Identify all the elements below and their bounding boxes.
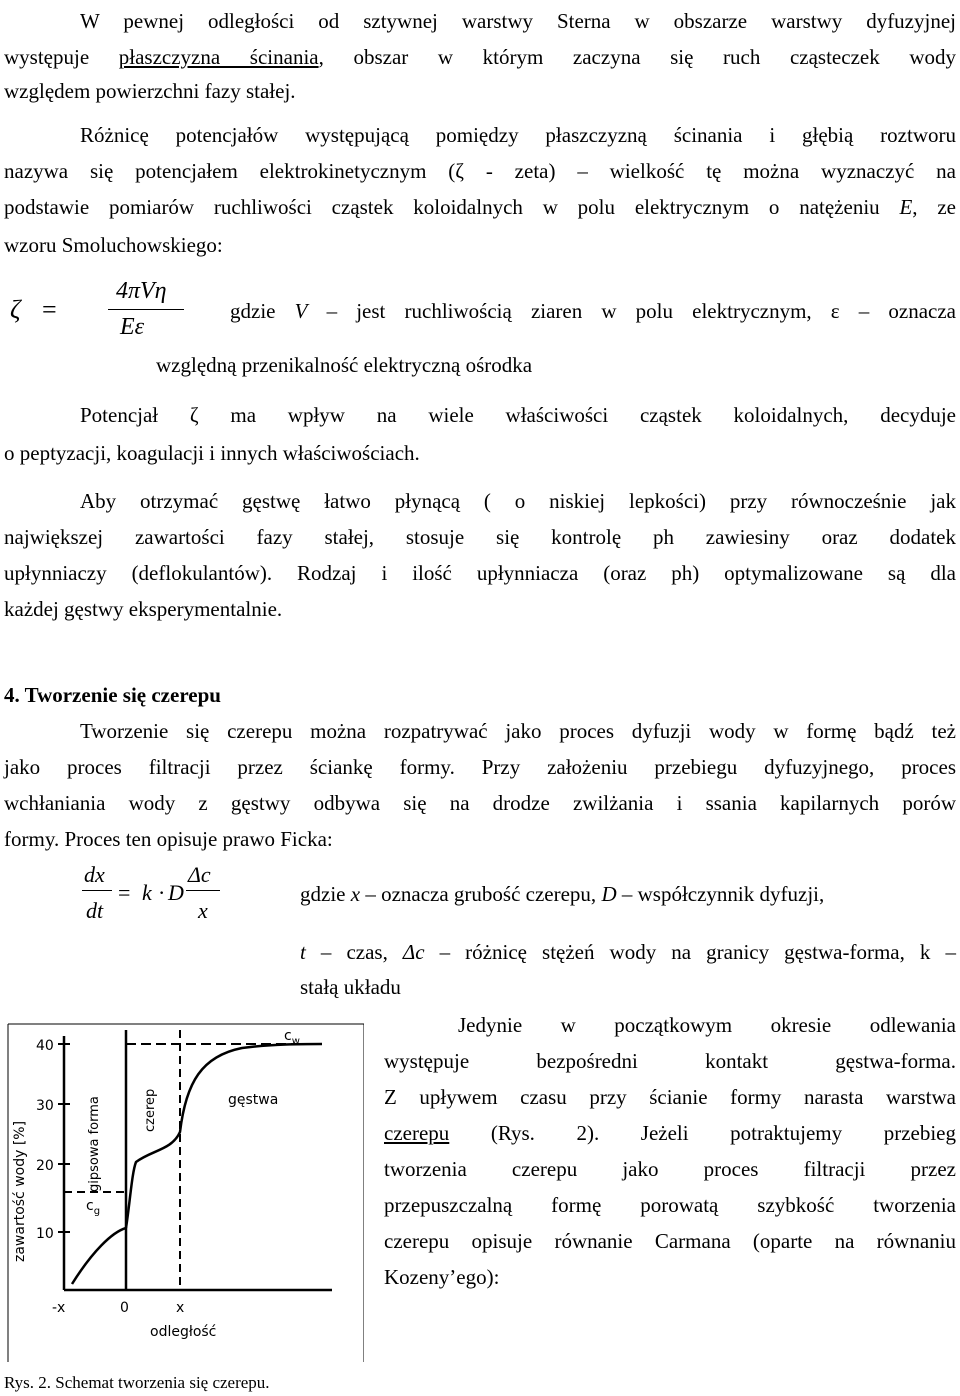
f2d1-b: – oznacza grubość czerepu, (360, 882, 602, 906)
p2-line3-c: , ze (912, 195, 956, 219)
formula2-desc-line3: stałą układu (300, 975, 401, 999)
p3-line1: Potencjał ζ ma wpływ na wiele właściwości cząstek koloidalnych, decyduje (80, 403, 956, 427)
formula2-D: D (168, 880, 184, 905)
p2-line4: wzoru Smoluchowskiego: (4, 233, 223, 257)
czerep-label: czerep (143, 1088, 158, 1132)
forma-label: gipsowa forma (87, 1096, 102, 1192)
formula2-den1: dt (86, 898, 104, 923)
ytick-label-30: 30 (36, 1098, 54, 1114)
ytick-label-10: 10 (36, 1226, 54, 1242)
p6-line3: Z upływem czasu przy ścianie formy narasta warstwa (384, 1085, 956, 1109)
cg-label: $c_g$ (86, 1198, 101, 1217)
p6-line1: Jedynie w początkowym okresie odlewania (458, 1013, 956, 1037)
formula2-num1: dx (84, 862, 105, 887)
formula1-desc-b: – jest ruchliwością ziaren w polu elektrycznym, ε – oznacza (307, 299, 957, 323)
p6-line8: Kozeny’ego): (384, 1265, 500, 1289)
p1-line1: W pewnej odległości od sztywnej warstwy Sterna w obszarze warstwy dyfuzyjnej (80, 9, 956, 33)
p5-line3: wchłaniania wody z gęstwy odbywa się na drodze zwilżania i ssania kapilarnych porów (4, 791, 956, 815)
p2-line3-a: podstawie pomiarów ruchliwości cząstek koloidalnych w polu elektrycznym o natężeniu (4, 195, 900, 219)
p4-line1: Aby otrzymać gęstwę łatwo płynącą ( o niskiej lepkości) przy równocześnie jak (80, 489, 956, 513)
f2d1-c: – współczynnik dyfuzji, (616, 882, 825, 906)
p4-line3: upłynniaczy (deflokulantów). Rodzaj i ilość upłynniacza (oraz ph) optymalizowane są dla (4, 561, 956, 585)
mould-curve (72, 1228, 126, 1284)
xtick-label-minus-x: -x (52, 1300, 66, 1316)
f2d2-dc: Δc (402, 940, 425, 964)
p6-line6: przepuszczalną formę porowatą szybkość tworzenia (384, 1193, 956, 1217)
xtick-label-x: x (176, 1300, 185, 1316)
gestwa-label: gęstwa (228, 1092, 279, 1108)
formula2-eq: = (118, 880, 131, 905)
p6-line4 (384, 1120, 956, 1146)
xtick-label-0: 0 (120, 1300, 129, 1316)
p5-line2: jako proces filtracji przez ściankę formy. Przy założeniu przebiegu dyfuzyjnego, proces (4, 755, 956, 779)
p4-line2: największej zawartości fazy stałej, stosuje się kontrolę ph zawiesiny oraz dodatek (4, 525, 956, 549)
f2d2-d: – różnicę stężeń wody na granicy gęstwa-forma, k – (424, 940, 956, 964)
f2d1-D: D (601, 882, 617, 906)
formula2-dot: · (158, 880, 166, 905)
casting-diagram (2, 1022, 364, 1362)
p2-E: E (899, 195, 913, 219)
x-axis-label: odległość (150, 1324, 217, 1340)
f2d2-t: t (300, 940, 306, 964)
p1-line3: względem powierzchni fazy stałej. (4, 79, 296, 103)
ytick-label-20: 20 (36, 1158, 54, 1174)
p1-line2-a: występuje (4, 45, 119, 69)
y-axis-label: zawartość wody [%] (12, 1120, 28, 1262)
p1-line2-c: , obszar w którym zaczyna się ruch cząsteczek wody (318, 45, 956, 69)
formula2-bar2 (186, 890, 220, 891)
figure-caption: Rys. 2. Schemat tworzenia się czerepu. (4, 1373, 270, 1392)
formula2-k: k (142, 880, 152, 905)
formula1-desc-line2: względną przenikalność elektryczną ośrodka (156, 353, 533, 377)
p6-line2: występuje bezpośredni kontakt gęstwa-forma. (384, 1049, 956, 1073)
f2d2-b: – czas, (305, 940, 403, 964)
formula1-fraction-bar (108, 309, 184, 310)
czerep-curve (126, 1044, 322, 1228)
formula1-num: 4πVη (116, 278, 167, 304)
shear-plane-link: płaszczyzna ścinania (118, 45, 319, 69)
p2-line3 (4, 194, 956, 220)
f2d1-a: gdzie (300, 882, 351, 906)
p3-line2: o peptyzacji, koagulacji i innych właściwościach. (4, 441, 420, 465)
p1-line2 (4, 44, 956, 70)
formula1-lhs: ζ (10, 295, 21, 324)
p5-line4: formy. Proces ten opisuje prawo Ficka: (4, 827, 333, 851)
formula2-bar1 (82, 890, 112, 891)
formula1-eq: = (42, 295, 57, 324)
p5-line1: Tworzenie się czerepu można rozpatrywać jako proces dyfuzji wody w formę bądź też (80, 719, 956, 743)
formula2-desc-line1 (300, 881, 824, 907)
cw-label: $c_w$ (284, 1028, 300, 1047)
formula1-desc-a: gdzie (230, 299, 295, 323)
f2d1-x: x (350, 882, 361, 906)
czerepu-link: czerepu (384, 1121, 450, 1145)
p2-line2: nazywa się potencjałem elektrokinetycznym (ζ - zeta) – wielkość tę można wyznaczyć na (4, 159, 956, 183)
formula1-desc-line1 (230, 298, 956, 324)
p6-line4-b: (Rys. 2). Jeżeli potraktujemy przebieg (449, 1121, 956, 1145)
ytick-label-40: 40 (36, 1038, 54, 1054)
p6-line5: tworzenia czerepu jako proces filtracji przez (384, 1157, 956, 1181)
formula1-den: Eε (120, 314, 145, 340)
p4-line4: każdej gęstwy eksperymentalnie. (4, 597, 283, 621)
formula2-desc-line2 (300, 939, 956, 965)
formula2-den2: x (198, 898, 208, 923)
p6-line7: czerepu opisuje równanie Carmana (oparte na równaniu (384, 1229, 956, 1253)
formula1-desc-v: V (294, 299, 308, 323)
section-heading: 4. Tworzenie się czerepu (4, 683, 221, 707)
formula2-num2: Δc (188, 862, 211, 887)
p2-line1: Różnicę potencjałów występującą pomiędzy płaszczyzną ścinania i głębią roztworu (80, 123, 956, 147)
